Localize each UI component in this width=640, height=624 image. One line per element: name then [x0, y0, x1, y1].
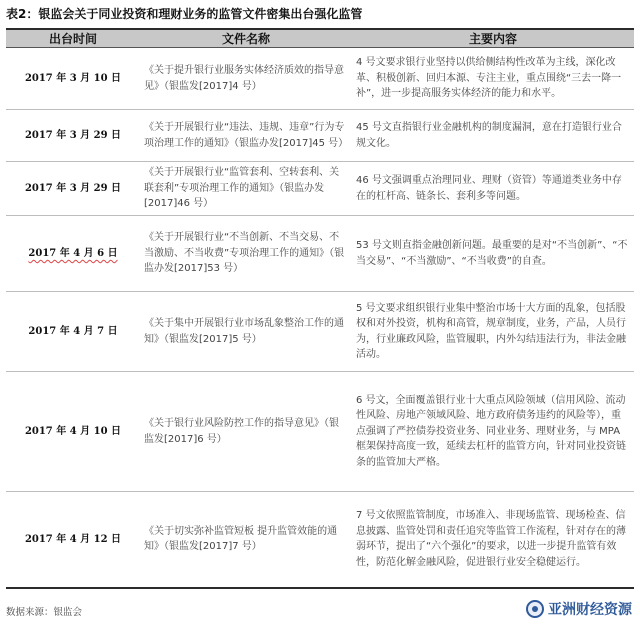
row-content: 5 号文要求组织银行业集中整治市场十大方面的乱象，包括股权和对外投资，机构和高管，规章制度，业务，产品，人员行为，行业廉政风险，监管履职，内外勾结违法行为，非法金融活动。: [352, 292, 634, 372]
table-title: 表2：银监会关于同业投资和理财业务的监管文件密集出台强化监管: [6, 7, 363, 21]
row-doc-name: 《关于集中开展银行业市场乱象整治工作的通知》（银监发[2017]5 号）: [140, 292, 352, 372]
row-doc-name: 《关于开展银行业“不当创新、不当交易、不当激励、不当收费”专项治理工作的通知》（银监办发[2017]53 号）: [140, 216, 352, 292]
row-content: 6 号文，全面覆盖银行业十大重点风险领域（信用风险、流动性风险、房地产领域风险、地方政府债务违约的风险等），重点强调了严控债券投资业务、同业业务、理财业务，与 MPA 框架保持高度一致，延续去杠杆的监管方向，针对同业投资链条的监管加大严格。: [352, 372, 634, 492]
row-doc-name: 《关于开展银行业“监管套利、空转套利、关联套利”专项治理工作的通知》（银监办发[2017]46 号）: [140, 162, 352, 216]
table-row: [6, 110, 634, 162]
row-content: 4 号文要求银行业坚持以供给侧结构性改革为主线，深化改革、积极创新、回归本源、专注主业，重点围绕“三去一降一补”，进一步提高服务实体经济的能力和水平。: [352, 48, 634, 110]
row-content: 53 号文则直指金融创新问题。最重要的是对“不当创新”、“不当交易”、“不当激励”、“不当收费”的自查。: [352, 216, 634, 292]
row-doc-name: 《关于切实弥补监管短板 提升监管效能的通知》（银监发[2017]7 号）: [140, 492, 352, 588]
data-source: 数据来源：银监会: [6, 607, 83, 618]
watermark-text: 亚洲财经资源: [548, 602, 632, 618]
row-date: 2017 年 4 月 7 日: [6, 292, 140, 372]
table-row: [6, 162, 634, 216]
row-content: 46 号文强调重点治理同业、理财（资管）等通道类业务中存在的杠杆高、链条长、套利多等问题。: [352, 162, 634, 216]
header-date: 出台时间: [6, 29, 140, 48]
row-date: 2017 年 4 月 6 日: [6, 216, 140, 292]
row-content: 45 号文直指银行业金融机构的制度漏洞，意在打造银行业合规文化。: [352, 110, 634, 162]
row-doc-name: 《关于银行业风险防控工作的指导意见》（银监发[2017]6 号）: [140, 372, 352, 492]
row-date: 2017 年 4 月 10 日: [6, 372, 140, 492]
row-date: 2017 年 3 月 29 日: [6, 162, 140, 216]
table-row: [6, 372, 634, 492]
table-row: [6, 216, 634, 292]
row-date: 2017 年 3 月 10 日: [6, 48, 140, 110]
row-date: 2017 年 3 月 29 日: [6, 110, 140, 162]
row-date: 2017 年 4 月 12 日: [6, 492, 140, 588]
table-row: [6, 48, 634, 110]
header-doc-name: 文件名称: [140, 29, 352, 48]
row-doc-name: 《关于开展银行业“违法、违规、违章”行为专项治理工作的通知》（银监办发[2017]45 号）: [140, 110, 352, 162]
watermark: [526, 598, 632, 620]
row-content: 7 号文依照监管制度，市场准入、非现场监管、现场检查、信息披露、监管处罚和责任追究等监管工作流程，针对存在的薄弱环节，提出了“六个强化”的要求，以进一步提升监管有效性，防范化解金融风险，促进银行业安全稳健运行。: [352, 492, 634, 588]
header-content: 主要内容: [352, 29, 634, 48]
row-doc-name: 《关于提升银行业服务实体经济质效的指导意见》（银监发[2017]4 号）: [140, 48, 352, 110]
regulation-table: [6, 28, 634, 589]
watermark-logo-icon: [526, 600, 544, 618]
table-row: [6, 492, 634, 588]
table-header-row: [6, 29, 634, 48]
table-row: [6, 292, 634, 372]
